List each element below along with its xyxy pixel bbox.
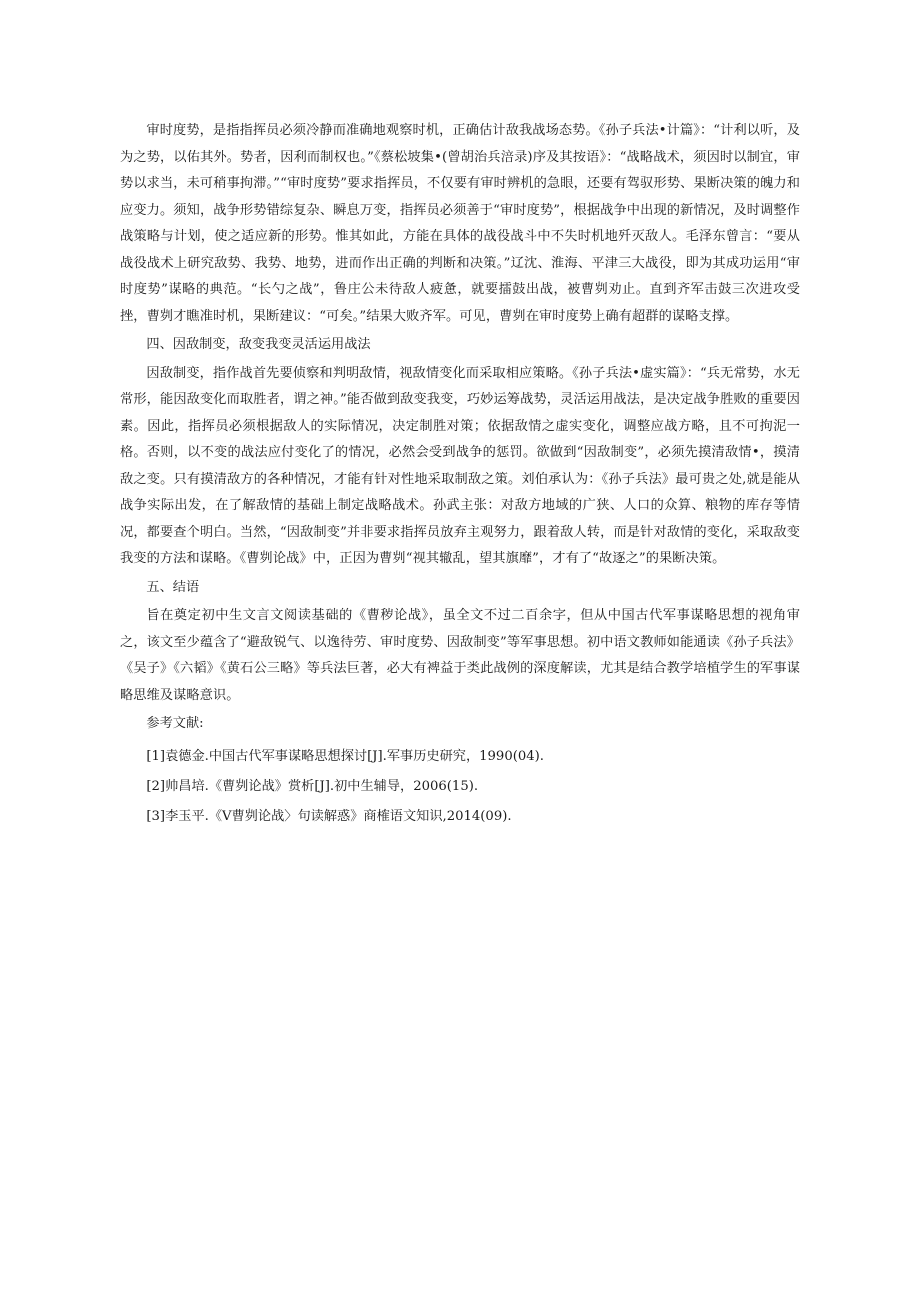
paragraph-shen-shi-du-shi: 审时度势，是指指挥员必须冷静而准确地观察时机，正确估计敌我战场态势。《孙子兵法•计篇》：“计利以听，及为之势，以佑其外。势者，因利而制权也。”《蔡松坡集•(曾胡治兵涪录)序及其按语》：“战略战术，须因时以制宜，审势以求当，未可稍事拘滞。”“审时度势”要求指挥员，不仅要有审时辨机的急眼，还要有驾驭形势、果断决策的魄力和应变力。须知，战争形势错综复杂、瞬息万变，指挥员必须善于“审时度势”，根据战争中出现的新情况，及时调整作战策略与计划，使之适应新的形势。惟其如此，方能在具体的战役战斗中不失时机地歼灭敌人。毛泽东曾言：“要从战役战术上研究敌势、我势、地势，进而作出正确的判断和决策。”辽沈、淮海、平津三大战役，即为其成功运用“审时度势”谋略的典范。“长勺之战”，鲁庄公未待敌人疲惫，就要擂鼓出战，被曹刿劝止。直到齐军击鼓三次进攻受挫，曹刿才瞧准时机，果断建议：“可矣。”结果大败齐军。可见，曹刿在审时度势上确有超群的谋略支撑。 bbox=[120, 123, 800, 324]
references-title: 参考文献: bbox=[146, 716, 204, 731]
section-heading-4: 四、因敌制变，敌变我变灵活运用战法 bbox=[146, 337, 371, 352]
paragraph-conclusion: 旨在奠定初中生文言文阅读基础的《曹秽论战》，虽全文不过二百余字，但从中国古代军事谋略思想的视角审之，该文至少蕴含了“避敌锐气、以逸待劳、审时度势、因敌制变”等军事思想。初中语文教师如能通读《孙子兵法》《吴子》《六韬》《黄石公三略》等兵法巨著，必大有裨益于类此战例的深度解读，尤其是结合教学培植学生的军事谋略思维及谋略意识。 bbox=[120, 608, 800, 703]
document-page bbox=[120, 118, 800, 832]
reference-item: [3]李玉平.《V曹刿论战〉句读解惑》商榷语文知识,2014(09). bbox=[146, 808, 512, 824]
paragraph-yin-di-zhi-bian: 因敌制变，指作战首先要侦察和判明敌情，视敌情变化而采取相应策略。《孙子兵法•虚实篇》：“兵无常势，水无常形，能因敌变化而取胜者，谓之神。”能否做到敌变我变，巧妙运筹战势，灵活运用战法，是决定战争胜败的重要因素。因此，指挥员必须根据敌人的实际情况，决定制胜对策；依据敌情之虚实变化，调整应战方略，且不可拘泥一格。否则，以不变的战法应付变化了的情况，必然会受到战争的惩罚。欲做到“因敌制变”，必须先摸清敌情•，摸清敌之变。只有摸清敌方的各种情况，才能有针对性地采取制敌之策。刘伯承认为：《孙子兵法》最可贵之处,就是能从战争实际出发，在了解敌情的基础上制定战略战术。孙武主张：对敌方地域的广狭、人口的众算、粮物的库存等情况，都要查个明白。当然，“因敌制变”并非要求指挥员放弃主观努力，跟着敌人转，而是针对敌情的变化，采取敌变我变的方法和谋略。《曹刿论战》中，正因为曹刿“视其辙乱，望其旗靡”，才有了“故逐之”的果断决策。 bbox=[120, 365, 800, 566]
reference-item: [1]袁德金.中国古代军事谋略思想探讨[J].军事历史研究，1990(04). bbox=[146, 748, 544, 764]
section-heading-5: 五、结语 bbox=[146, 579, 200, 595]
reference-item: [2]帅昌培.《曹刿论战》赏析[J].初中生辅导，2006(15). bbox=[146, 778, 479, 794]
references-list bbox=[120, 742, 800, 832]
